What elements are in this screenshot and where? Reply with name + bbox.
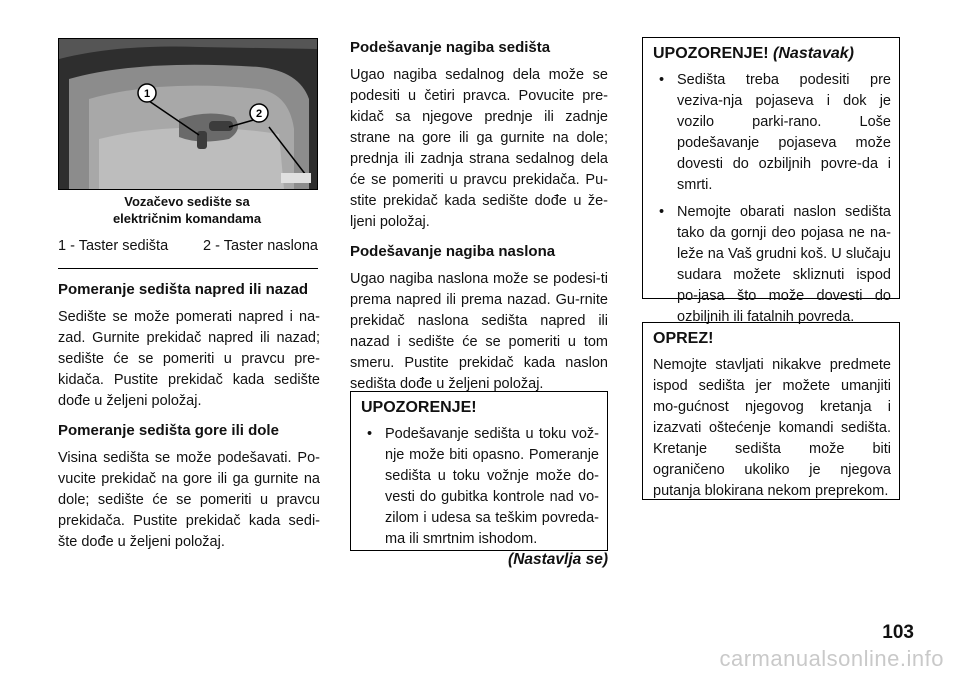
warning-continued-box xyxy=(642,37,900,325)
callout-2-label: 2 xyxy=(255,108,263,120)
seat-controls-photo xyxy=(58,38,318,190)
paragraph-up-down: Visina sedišta se može podešavati. Po-vucite prekidač na gore ili ga gurnite na dole; sedište će se pomeriti u pravcu prekidača. Pustite prekidač kada sedi-šte dođe u željeni položaj. xyxy=(58,450,320,550)
warning-bullet-text: Podešavanje sedišta u toku vož-nje može biti opasno. Pomeranje sedišta u toku vožnje može do-vesti do gubitka kontrole nad vo-zilom i udesa sa teškim povreda-ma ili smrtnim ishodom. xyxy=(385,426,599,547)
heading-seat-tilt: Podešavanje nagiba sedišta xyxy=(350,39,551,56)
legend-item-seat-switch: 1 - Taster sedišta xyxy=(58,238,169,254)
warning-title: UPOZORENJE! xyxy=(361,399,477,416)
callout-1-label: 1 xyxy=(143,88,151,100)
figure-legend xyxy=(58,236,318,256)
bullet-dot: • xyxy=(367,426,373,442)
seat-illustration xyxy=(59,39,317,189)
warning-title-main: UPOZORENJE! xyxy=(653,45,769,62)
caption-line-1: Vozačevo sedište sa xyxy=(124,194,250,209)
caution-box xyxy=(642,322,900,500)
column-2-text xyxy=(350,37,608,403)
heading-up-down: Pomeranje sedišta gore ili dole xyxy=(58,422,279,439)
bullet-dot: • xyxy=(659,204,665,220)
legend-item-backrest-switch: 2 - Taster naslona xyxy=(203,238,318,254)
warning-continued-title xyxy=(653,42,891,66)
warning-bullet-2-text: Nemojte obarati naslon sedišta tako da gornji deo pojasa ne na-leže na Vaš grudni koš. U slučaju sudara možete skliznuti ispod po-jasa što može dovesti do ozbiljnih ili fatalnih povreda. xyxy=(677,204,891,325)
continued-note: (Nastavlja se) xyxy=(508,551,608,568)
figure-caption xyxy=(58,193,316,227)
column-1-text xyxy=(58,279,320,561)
legend-divider xyxy=(58,268,318,269)
warning-bullet-2 xyxy=(653,202,891,328)
paragraph-forward-backward: Sedište se može pomerati napred i na-zad. Gurnite prekidač napred ili nazad; sedište će se pomeriti u pravcu pre-kidača. Pustite prekidač kada sedište dođe u željeni položaj. xyxy=(58,309,320,409)
caution-text: Nemojte stavljati nikakve predmete ispod sedišta jer možete umanjiti mo-gućnost njegovog kretanja i izazvati oštećenje komandi sedišta. Kretanje sedišta može biti ograničeno ukoliko je njegova putanja blokirana nekom preprekom. xyxy=(653,357,891,499)
heading-backrest-tilt: Podešavanje nagiba naslona xyxy=(350,243,556,260)
heading-forward-backward: Pomeranje sedišta napred ili nazad xyxy=(58,281,309,298)
warning-box xyxy=(350,391,608,551)
warning-bullet-1 xyxy=(653,70,891,196)
page-number: 103 xyxy=(882,622,914,643)
paragraph-seat-tilt: Ugao nagiba sedalnog dela može se podesiti u četiri pravca. Povucite pre-kidač sa njegove prednje ili zadnje strane na gore ili ga gurnite na dole; prednja ili zadnja strana sedalnog dela će se pomeriti u pravcu prekidača. Pu-stite prekidač kada sedište dođe u že-ljeni položaj. xyxy=(350,67,608,230)
warning-bullet xyxy=(361,424,599,550)
paragraph-backrest-tilt: Ugao nagiba naslona može se podesi-ti prema napred ili prema nazad. Gu-rnite prekidač naslona sedišta napred ili nazad i sedište će se pomeriti u tom smeru. Pustite prekidač kada naslon sedišta dođe u željeni položaj. xyxy=(350,271,608,392)
caution-title: OPREZ! xyxy=(653,330,714,347)
bullet-dot: • xyxy=(659,72,665,88)
watermark-text: carmanualsonline.info xyxy=(719,646,944,671)
caption-line-2: električnim komandama xyxy=(112,211,262,226)
warning-title-continued: (Nastavak) xyxy=(773,45,854,62)
warning-bullet-1-text: Sedišta treba podesiti pre veziva-nja pojaseva i dok je vozilo parki-rano. Loše podešavanje pojaseva može dovesti do ozbiljnih povre-da i smrti. xyxy=(677,72,891,193)
